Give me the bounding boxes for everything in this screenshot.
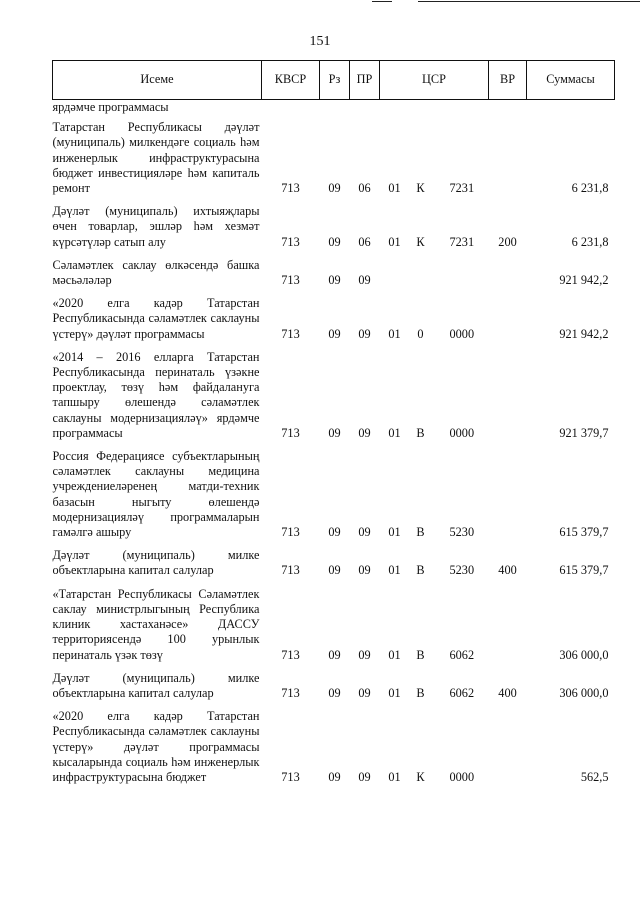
row-rz: 09 [328, 181, 341, 196]
row-name: Сәламәтлек саклау өлкәсендә башка мәсьәләләр [52, 257, 260, 288]
table-row [53, 100, 615, 116]
row-vr [489, 444, 527, 543]
table-row [53, 444, 615, 543]
row-csr-code: 0000 [449, 326, 475, 341]
row-kvsr: 713 [281, 181, 300, 196]
table-row [53, 253, 615, 291]
row-vr [489, 704, 527, 788]
row-vr [489, 100, 527, 116]
row-pr: 09 [358, 647, 371, 662]
table-row [53, 345, 615, 444]
row-csr-subprogram: К [416, 234, 425, 249]
row-name: «2020 елга кадәр Татарстан Республикасында сәламәтлек саклауны үстерү» дәүләт программасы кысаларында социаль һәм инженерлык инфраструктурасына бюджет [52, 709, 260, 784]
row-kvsr: 713 [281, 234, 300, 249]
row-name: Дәүләт (муниципаль) милке объектларына капитал салулар [52, 670, 260, 700]
row-rz: 09 [328, 234, 341, 249]
row-csr-code: 7231 [449, 181, 475, 196]
row-csr-subprogram [410, 100, 432, 116]
row-csr-program: 01 [388, 769, 401, 784]
row-vr [489, 291, 527, 345]
row-csr-subprogram: В [416, 647, 425, 662]
table-row [53, 582, 615, 666]
row-csr-program: 01 [388, 525, 401, 540]
row-vr: 400 [498, 685, 517, 700]
table-row [53, 291, 615, 345]
row-pr: 06 [358, 234, 371, 249]
row-amount: 921 942,2 [559, 326, 609, 341]
row-pr [350, 100, 380, 116]
row-csr-code: 6062 [449, 685, 475, 700]
table-row [53, 115, 615, 199]
row-amount: 6 231,8 [571, 181, 609, 196]
header-kvsr: КВСР [262, 61, 320, 100]
row-csr-subprogram [410, 253, 432, 291]
header-row [53, 61, 615, 100]
row-amount: 6 231,8 [571, 234, 609, 249]
row-kvsr: 713 [281, 525, 300, 540]
row-amount: 306 000,0 [559, 647, 609, 662]
row-csr-subprogram: В [416, 425, 425, 440]
row-csr-program: 01 [388, 685, 401, 700]
table-row [53, 704, 615, 788]
row-kvsr [262, 100, 320, 116]
header-pr: ПР [350, 61, 380, 100]
row-amount [527, 100, 615, 116]
header-csr: ЦСР [380, 61, 489, 100]
row-csr-code: 0000 [449, 769, 475, 784]
row-csr-subprogram: В [416, 525, 425, 540]
row-rz: 09 [328, 273, 341, 288]
row-csr-subprogram: В [416, 563, 425, 578]
row-pr: 09 [358, 685, 371, 700]
row-pr: 06 [358, 181, 371, 196]
row-name: Дәүләт (муниципаль) ихтыяҗлары өчен товарлар, эшләр һәм хезмәт күрсәтүләр сатып алу [52, 204, 260, 249]
row-csr-code: 6062 [449, 647, 475, 662]
row-rz: 09 [328, 525, 341, 540]
row-csr-subprogram: К [416, 769, 425, 784]
row-csr-program: 01 [388, 326, 401, 341]
row-vr [489, 115, 527, 199]
row-csr-code: 5230 [449, 563, 475, 578]
top-rule-left [372, 1, 392, 2]
row-csr-subprogram: В [416, 685, 425, 700]
budget-table [52, 60, 615, 788]
row-rz: 09 [328, 326, 341, 341]
row-vr: 200 [498, 234, 517, 249]
row-vr [489, 582, 527, 666]
row-vr [489, 345, 527, 444]
row-csr-code [432, 100, 489, 116]
row-rz [320, 100, 350, 116]
row-csr-program [380, 100, 410, 116]
row-pr: 09 [358, 563, 371, 578]
row-name: «Татарстан Республикасы Сәламәтлек саклау министрлыгының Республика клиник хастаханәсе» ДАССУ территориясендә 100 урынлык перинаталь үзәк төзү [52, 586, 260, 662]
row-csr-program: 01 [388, 563, 401, 578]
row-kvsr: 713 [281, 326, 300, 341]
top-rule-right [418, 1, 640, 2]
row-csr-subprogram: К [416, 181, 425, 196]
row-kvsr: 713 [281, 769, 300, 784]
header-rz: Рз [320, 61, 350, 100]
row-csr-code: 7231 [449, 234, 475, 249]
row-vr [489, 253, 527, 291]
row-rz: 09 [328, 685, 341, 700]
row-name: Дәүләт (муниципаль) милке объектларына капитал салулар [52, 548, 260, 578]
row-rz: 09 [328, 563, 341, 578]
page-number: 151 [309, 34, 331, 49]
table-row [53, 666, 615, 704]
row-csr-program: 01 [388, 181, 401, 196]
row-csr-program: 01 [388, 234, 401, 249]
header-vr: ВР [489, 61, 527, 100]
row-kvsr: 713 [281, 647, 300, 662]
table-row [53, 199, 615, 253]
row-csr-program: 01 [388, 647, 401, 662]
row-pr: 09 [358, 326, 371, 341]
table-row [53, 543, 615, 581]
row-name: ярдәмче программасы [52, 100, 169, 114]
row-name: Татарстан Республикасы дәүләт (муниципаль) милкендәге социаль һәм инженерлык инфраструктурасына бюджет инвестицияләре һәм капиталь ремонт [52, 120, 260, 196]
row-csr-program: 01 [388, 425, 401, 440]
header-name: Исеме [53, 61, 262, 100]
row-amount: 921 379,7 [559, 425, 609, 440]
row-csr-code: 0000 [449, 425, 475, 440]
header-amount: Суммасы [527, 61, 615, 100]
row-vr: 400 [498, 563, 517, 578]
row-name: «2014 – 2016 елларга Татарстан Республикасында перинаталь үзәкне проектлау, төзү һәм файдалануга тапшыру өлешендә сәламәтлек саклауны модернизацияләү» ярдәмче программасы [52, 349, 260, 440]
row-csr-subprogram: 0 [417, 326, 424, 341]
row-csr-code: 5230 [449, 525, 475, 540]
row-rz: 09 [328, 769, 341, 784]
row-pr: 09 [358, 273, 371, 288]
row-amount: 615 379,7 [559, 525, 609, 540]
row-amount: 306 000,0 [559, 685, 609, 700]
row-name: Россия Федерациясе субъектларының сәламәтлек саклауны медицина учреждениеләренең матди-техник базасын ныгыту өлешендә модернизацияләү программаларын гамәлгә ашыру [52, 449, 260, 540]
row-rz: 09 [328, 425, 341, 440]
row-pr: 09 [358, 769, 371, 784]
row-rz: 09 [328, 647, 341, 662]
row-csr-code [432, 253, 489, 291]
row-kvsr: 713 [281, 685, 300, 700]
row-amount: 921 942,2 [559, 273, 609, 288]
row-kvsr: 713 [281, 425, 300, 440]
row-csr-program [380, 253, 410, 291]
row-kvsr: 713 [281, 273, 300, 288]
row-pr: 09 [358, 525, 371, 540]
row-amount: 562,5 [580, 769, 609, 784]
row-name: «2020 елга кадәр Татарстан Республикасында сәламәтлек саклауны үстерү» дәүләт программасы [52, 296, 260, 341]
row-pr: 09 [358, 425, 371, 440]
row-kvsr: 713 [281, 563, 300, 578]
row-amount: 615 379,7 [559, 563, 609, 578]
